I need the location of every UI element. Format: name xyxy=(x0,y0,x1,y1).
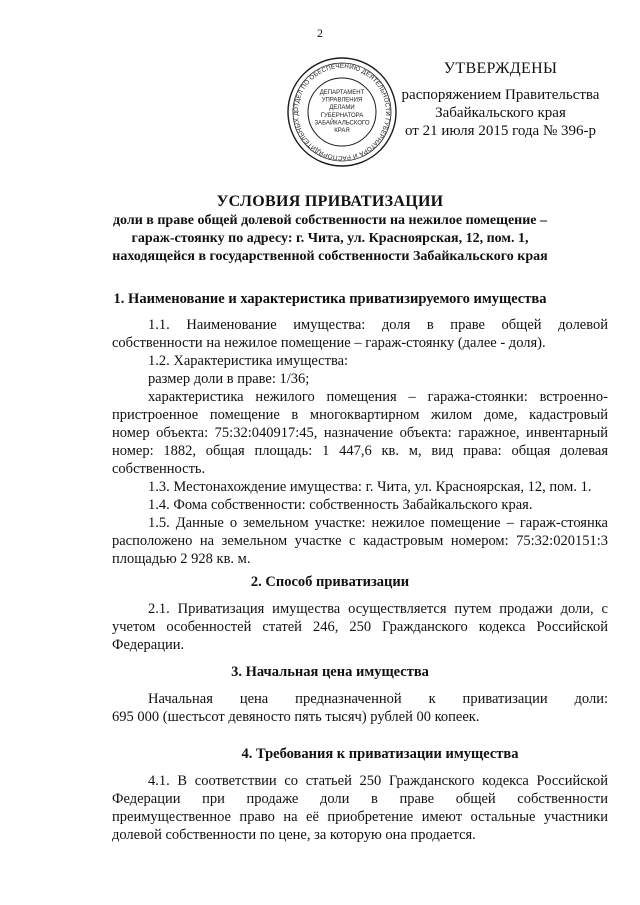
document-title xyxy=(90,192,570,266)
title-line-1: доли в праве общей долевой собственности на нежилое помещение – xyxy=(112,213,548,228)
seal-inner-line: ГУБЕРНАТОРА xyxy=(320,112,364,119)
approval-line-1: распоряжением Правительства xyxy=(401,87,600,103)
para-4-1-line-3: преимущественное право на её приобретение имеют остальные участники xyxy=(112,809,608,825)
seal-inner-line: ДЕПАРТАМЕНТ xyxy=(319,90,365,96)
approval-line-2: Забайкальского края xyxy=(435,105,566,121)
para-1-2-desc-line-5: собственность. xyxy=(112,461,206,477)
section-3-body xyxy=(112,690,608,726)
section-2-title: 2. Способ приватизации xyxy=(250,574,410,590)
approval-line-3: от 21 июля 2015 года № 396-р xyxy=(404,123,597,139)
para-1-3: 1.3. Местонахождение имущества: г. Чита, ул. Красноярская, 12, пом. 1. xyxy=(148,479,592,495)
para-1-2-desc-line-1: характеристика нежилого помещения – гаража-стоянки: встроенно- xyxy=(148,389,608,405)
para-4-1-line-2: Федерации при продаже доли в праве общей собственности xyxy=(112,791,608,807)
page-number: 2 xyxy=(317,26,323,40)
section-2-body xyxy=(112,600,608,654)
section-4-title: 4. Требования к приватизации имущества xyxy=(241,746,519,762)
para-1-2-share: размер доли в праве: 1/36; xyxy=(148,371,310,387)
title-line-2: гараж-стоянку по адресу: г. Чита, ул. Красноярская, 12, пом. 1, xyxy=(131,231,529,246)
seal-inner-line: ЗАБАЙКАЛЬСКОГО xyxy=(314,120,370,127)
para-1-4: 1.4. Фома собственности: собственность Забайкальского края. xyxy=(148,497,533,513)
title-main: УСЛОВИЯ ПРИВАТИЗАЦИИ xyxy=(216,193,444,210)
para-2-1-line-2: учетом особенностей статей 246, 250 Гражданского кодекса Российской xyxy=(112,619,608,635)
seal-inner-line: УПРАВЛЕНИЯ xyxy=(321,97,363,104)
para-1-1-line-2: собственности на нежилое помещение – гараж-стоянку (далее - доля). xyxy=(112,335,546,351)
para-3-line-2: 695 000 (шестьсот девяносто пять тысяч) рублей 00 копеек. xyxy=(112,709,480,725)
para-1-2-desc-line-3: номер объекта: 75:32:040917:45, назначение объекта: гаражное, инвентарный xyxy=(112,425,608,441)
para-1-5-line-3: площадью 2 928 кв. м. xyxy=(112,551,251,567)
section-4-body xyxy=(112,772,608,844)
para-2-1-line-1: 2.1. Приватизация имущества осуществляется путем продажи доли, с xyxy=(148,601,608,617)
approval-heading: УТВЕРЖДЕНЫ xyxy=(443,60,558,77)
para-1-2-desc-line-2: пристроенное помещение в многоквартирном жилом доме, кадастровый xyxy=(112,407,608,423)
section-3-title: 3. Начальная цена имущества xyxy=(231,664,429,680)
para-1-1-line-1: 1.1. Наименование имущества: доля в праве общей долевой xyxy=(148,317,608,333)
section-1-body xyxy=(112,316,608,568)
seal-inner-line: КРАЯ xyxy=(334,128,350,134)
para-1-2-desc-line-4: номер: 1882, общая площадь: 1 447,6 кв. м, вид права: общая долевая xyxy=(112,443,608,459)
title-line-3: находящейся в государственной собственности Забайкальского края xyxy=(112,249,548,264)
official-seal-stamp xyxy=(286,56,398,168)
seal-graphic xyxy=(286,56,398,168)
para-1-2: 1.2. Характеристика имущества: xyxy=(148,353,349,369)
seal-outer-text: ОТДЕЛ ПО ОБЕСПЕЧЕНИЮ ДЕЯТЕЛЬНОСТИ ГУБЕРНАТОРА И РАСПОРЯДИТЕЛЬНЫХ Д xyxy=(292,62,392,162)
seal-inner-line: ДЕЛАМИ xyxy=(329,105,355,112)
approval-block xyxy=(398,60,603,140)
section-1-title: 1. Наименование и характеристика приватизируемого имущества xyxy=(113,291,547,307)
para-4-1-line-1: 4.1. В соответствии со статьей 250 Гражданского кодекса Российской xyxy=(148,773,608,789)
para-3-line-1: Начальная цена предназначенной к приватизации доли: xyxy=(148,691,608,707)
para-4-1-line-4: долевой собственности по цене, за которую она продается. xyxy=(112,827,476,843)
para-2-1-line-3: Федерации. xyxy=(112,637,185,653)
para-1-5-line-1: 1.5. Данные о земельном участке: нежилое помещение – гараж-стоянка xyxy=(148,515,608,531)
para-1-5-line-2: расположено на земельном участке с кадастровым номером: 75:32:020151:3 xyxy=(112,533,608,549)
